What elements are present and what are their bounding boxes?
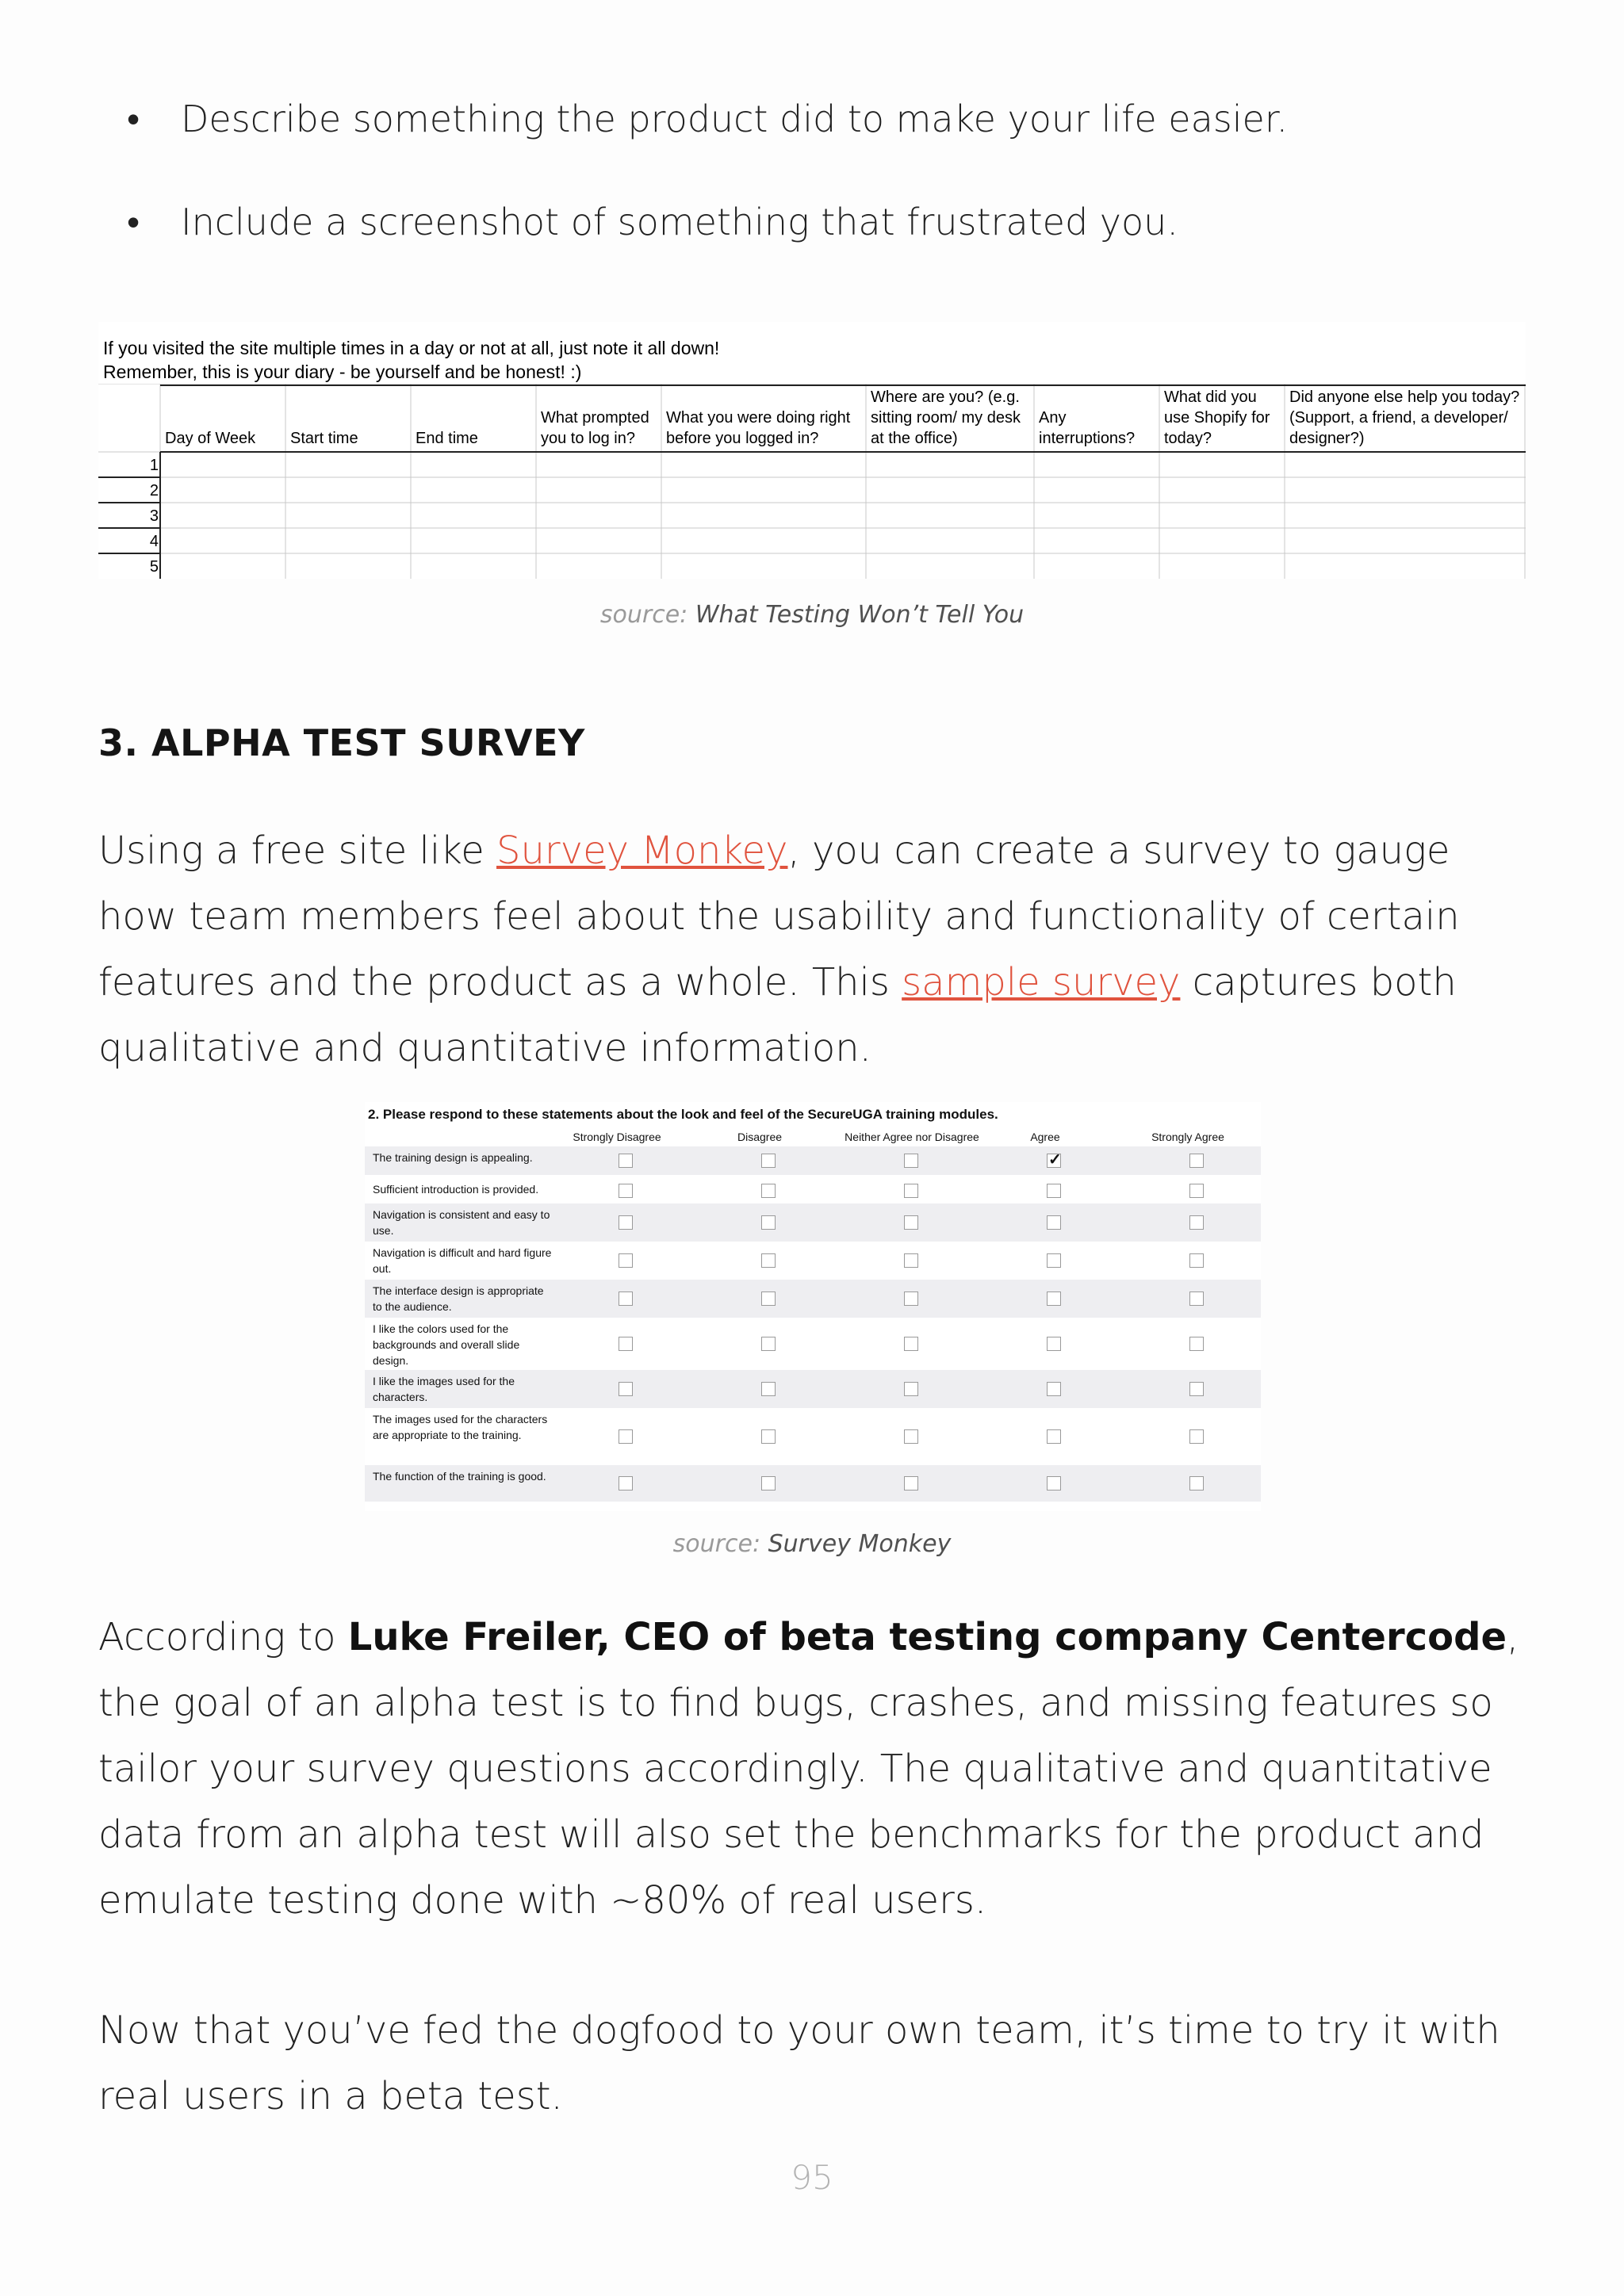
sample-survey-link[interactable]: sample survey [902,960,1181,1004]
survey-checkbox[interactable] [1189,1382,1204,1396]
sheet-note-line: If you visited the site multiple times in a day or not at all, just note it all down! [103,338,720,358]
bullet-item [127,87,1538,151]
survey-statement: I like the colors used for the backgrounds and overall slide design. [373,1322,520,1367]
survey-row [365,1178,1261,1203]
scale-header: Strongly Disagree [573,1131,661,1143]
scale-header: Neither Agree nor Disagree [845,1131,979,1143]
sheet-note [103,336,719,384]
survey-checkbox[interactable] [904,1253,918,1268]
survey-statement: The training design is appealing. [373,1151,533,1164]
survey-checkbox[interactable] [1047,1253,1061,1268]
survey-row [365,1370,1261,1408]
survey-row [365,1465,1261,1502]
survey-checkbox[interactable] [1189,1154,1204,1168]
survey-checkbox[interactable] [904,1429,918,1444]
survey-checkbox[interactable] [1047,1215,1061,1230]
bullet-dot: • [127,98,140,140]
survey-row [365,1203,1261,1242]
para-text: , the goal of an alpha test is to find bugs, crashes, and missing features so tailor your survey questions accordingly. The qualitative and quantitative data from an alpha test will also set the benchmarks for the product and emulate testing done with ~80% of real users. [98,1615,1519,1923]
survey-checkbox[interactable] [1189,1337,1204,1351]
survey-row [365,1242,1261,1280]
scale-header: Strongly Agree [1151,1131,1224,1143]
sheet-column-header: What prompted you to log in? [541,409,649,447]
survey-row [365,1280,1261,1318]
caption-source: Survey Monkey [768,1530,952,1558]
survey-checkbox[interactable] [1189,1292,1204,1306]
sheet-row-number: 3 [149,507,159,525]
scale-header: Disagree [737,1131,783,1143]
survey-checkbox[interactable] [1189,1429,1204,1444]
survey-checkbox[interactable] [761,1382,776,1396]
survey-checkbox[interactable] [904,1476,918,1490]
sheet-column-header: Start time [290,430,358,447]
survey-row [365,1146,1261,1175]
bullet-text: Include a screenshot of something that frustrated you. [181,201,1178,243]
paragraph-closing: Now that you’ve fed the dogfood to your own team, it’s time to try it with real users in a beta test. [98,2008,1500,2118]
sheet-column-header: Day of Week [165,430,256,447]
sheet-note-line: Remember, this is your diary - be yourself and be honest! :) [103,362,582,382]
survey-checkbox[interactable] [619,1292,633,1306]
image-caption [0,601,1624,629]
survey-checkbox[interactable] [761,1476,776,1490]
sheet-column-header: Did anyone else help you today? (Support, a friend, a developer/ designer?) [1289,388,1520,447]
survey-statement: The images used for the characters are appropriate to the training. [373,1413,548,1441]
survey-statement: Navigation is difficult and hard figure out. [373,1246,552,1275]
survey-checkbox[interactable] [761,1184,776,1198]
survey-checkbox[interactable] [904,1184,918,1198]
sheet-column-header: End time [416,430,478,447]
survey-statement: Sufficient introduction is provided. [373,1183,539,1196]
para-text: Using a free site like [98,828,497,873]
image-caption [0,1530,1624,1558]
survey-checkbox[interactable] [904,1382,918,1396]
survey-checkbox[interactable] [1189,1215,1204,1230]
sheet-column-header: What did you use Shopify for today? [1164,388,1270,447]
sheet-column-header: Any interruptions? [1039,409,1136,447]
sheet-column-header: Where are you? (e.g. sitting room/ my desk at the office) [871,388,1021,447]
survey-row [365,1408,1261,1465]
survey-checkbox[interactable] [1047,1476,1061,1490]
paragraph-survey-intro [98,818,1526,1081]
page-number: 95 [791,2158,833,2197]
caption-prefix: source: [672,1530,761,1558]
bold-attribution: Luke Freiler, CEO of beta testing company Centercode [347,1615,1507,1659]
sheet-row-number: 5 [149,558,159,576]
survey-checkbox[interactable] [1047,1337,1061,1351]
survey-checkbox[interactable] [904,1154,918,1168]
survey-checkbox[interactable] [1189,1253,1204,1268]
survey-statement: I like the images used for the characters. [373,1375,515,1403]
survey-checkbox[interactable] [619,1253,633,1268]
survey-checkbox[interactable] [619,1215,633,1230]
caption-source: What Testing Won’t Tell You [695,601,1025,629]
survey-checkbox[interactable] [619,1184,633,1198]
survey-checkbox[interactable] [619,1382,633,1396]
survey-checkbox[interactable] [619,1337,633,1351]
survey-checkbox[interactable] [761,1292,776,1306]
survey-checkbox[interactable] [619,1476,633,1490]
survey-checkbox[interactable] [1047,1154,1061,1168]
survey-monkey-link[interactable]: Survey Monkey [496,828,788,873]
sheet-row-number: 1 [149,457,159,474]
bullet-item [127,190,1538,254]
survey-statement: The interface design is appropriate to the audience. [373,1284,544,1313]
section-heading: 3. ALPHA TEST SURVEY [98,721,585,764]
survey-statement: The function of the training is good. [373,1470,546,1483]
caption-prefix: source: [599,601,688,629]
survey-checkbox[interactable] [904,1337,918,1351]
survey-question: 2. Please respond to these statements about the look and feel of the SecureUGA training modules. [368,1107,998,1122]
survey-screenshot-image [365,1102,1261,1511]
survey-checkbox[interactable] [1047,1382,1061,1396]
bullet-text: Describe something the product did to make your life easier. [181,98,1289,140]
survey-checkbox[interactable] [619,1429,633,1444]
scale-header: Agree [1030,1131,1060,1143]
para-text: captures both qualitative and quantitative information. [98,960,1457,1070]
survey-checkbox[interactable] [1189,1184,1204,1198]
survey-checkbox[interactable] [761,1215,776,1230]
survey-checkbox[interactable] [761,1154,776,1168]
para-text: , you can create a survey to gauge how team members feel about the usability and functionality of certain features and the product as a whole. This [98,828,1460,1004]
survey-checkbox[interactable] [904,1292,918,1306]
sheet-row-number: 2 [149,482,159,499]
bullet-dot: • [127,201,140,243]
sheet-row-number: 4 [149,533,159,550]
survey-checkbox[interactable] [904,1215,918,1230]
survey-checkbox[interactable] [1047,1429,1061,1444]
survey-statement: Navigation is consistent and easy to use. [373,1208,550,1237]
sheet-column-header: What you were doing right before you logged in? [666,409,851,447]
survey-checkbox[interactable] [761,1429,776,1444]
bullet-list [127,87,1538,293]
survey-checkbox[interactable] [761,1337,776,1351]
survey-checkbox[interactable] [1047,1184,1061,1198]
survey-checkbox[interactable] [1047,1292,1061,1306]
paragraph-alpha-goal [98,1605,1526,1934]
survey-row [365,1318,1261,1370]
survey-checkbox[interactable] [761,1253,776,1268]
survey-checkbox[interactable] [619,1154,633,1168]
para-text: According to [98,1615,348,1659]
survey-checkbox[interactable] [1189,1476,1204,1490]
diary-spreadsheet-image [98,322,1526,579]
